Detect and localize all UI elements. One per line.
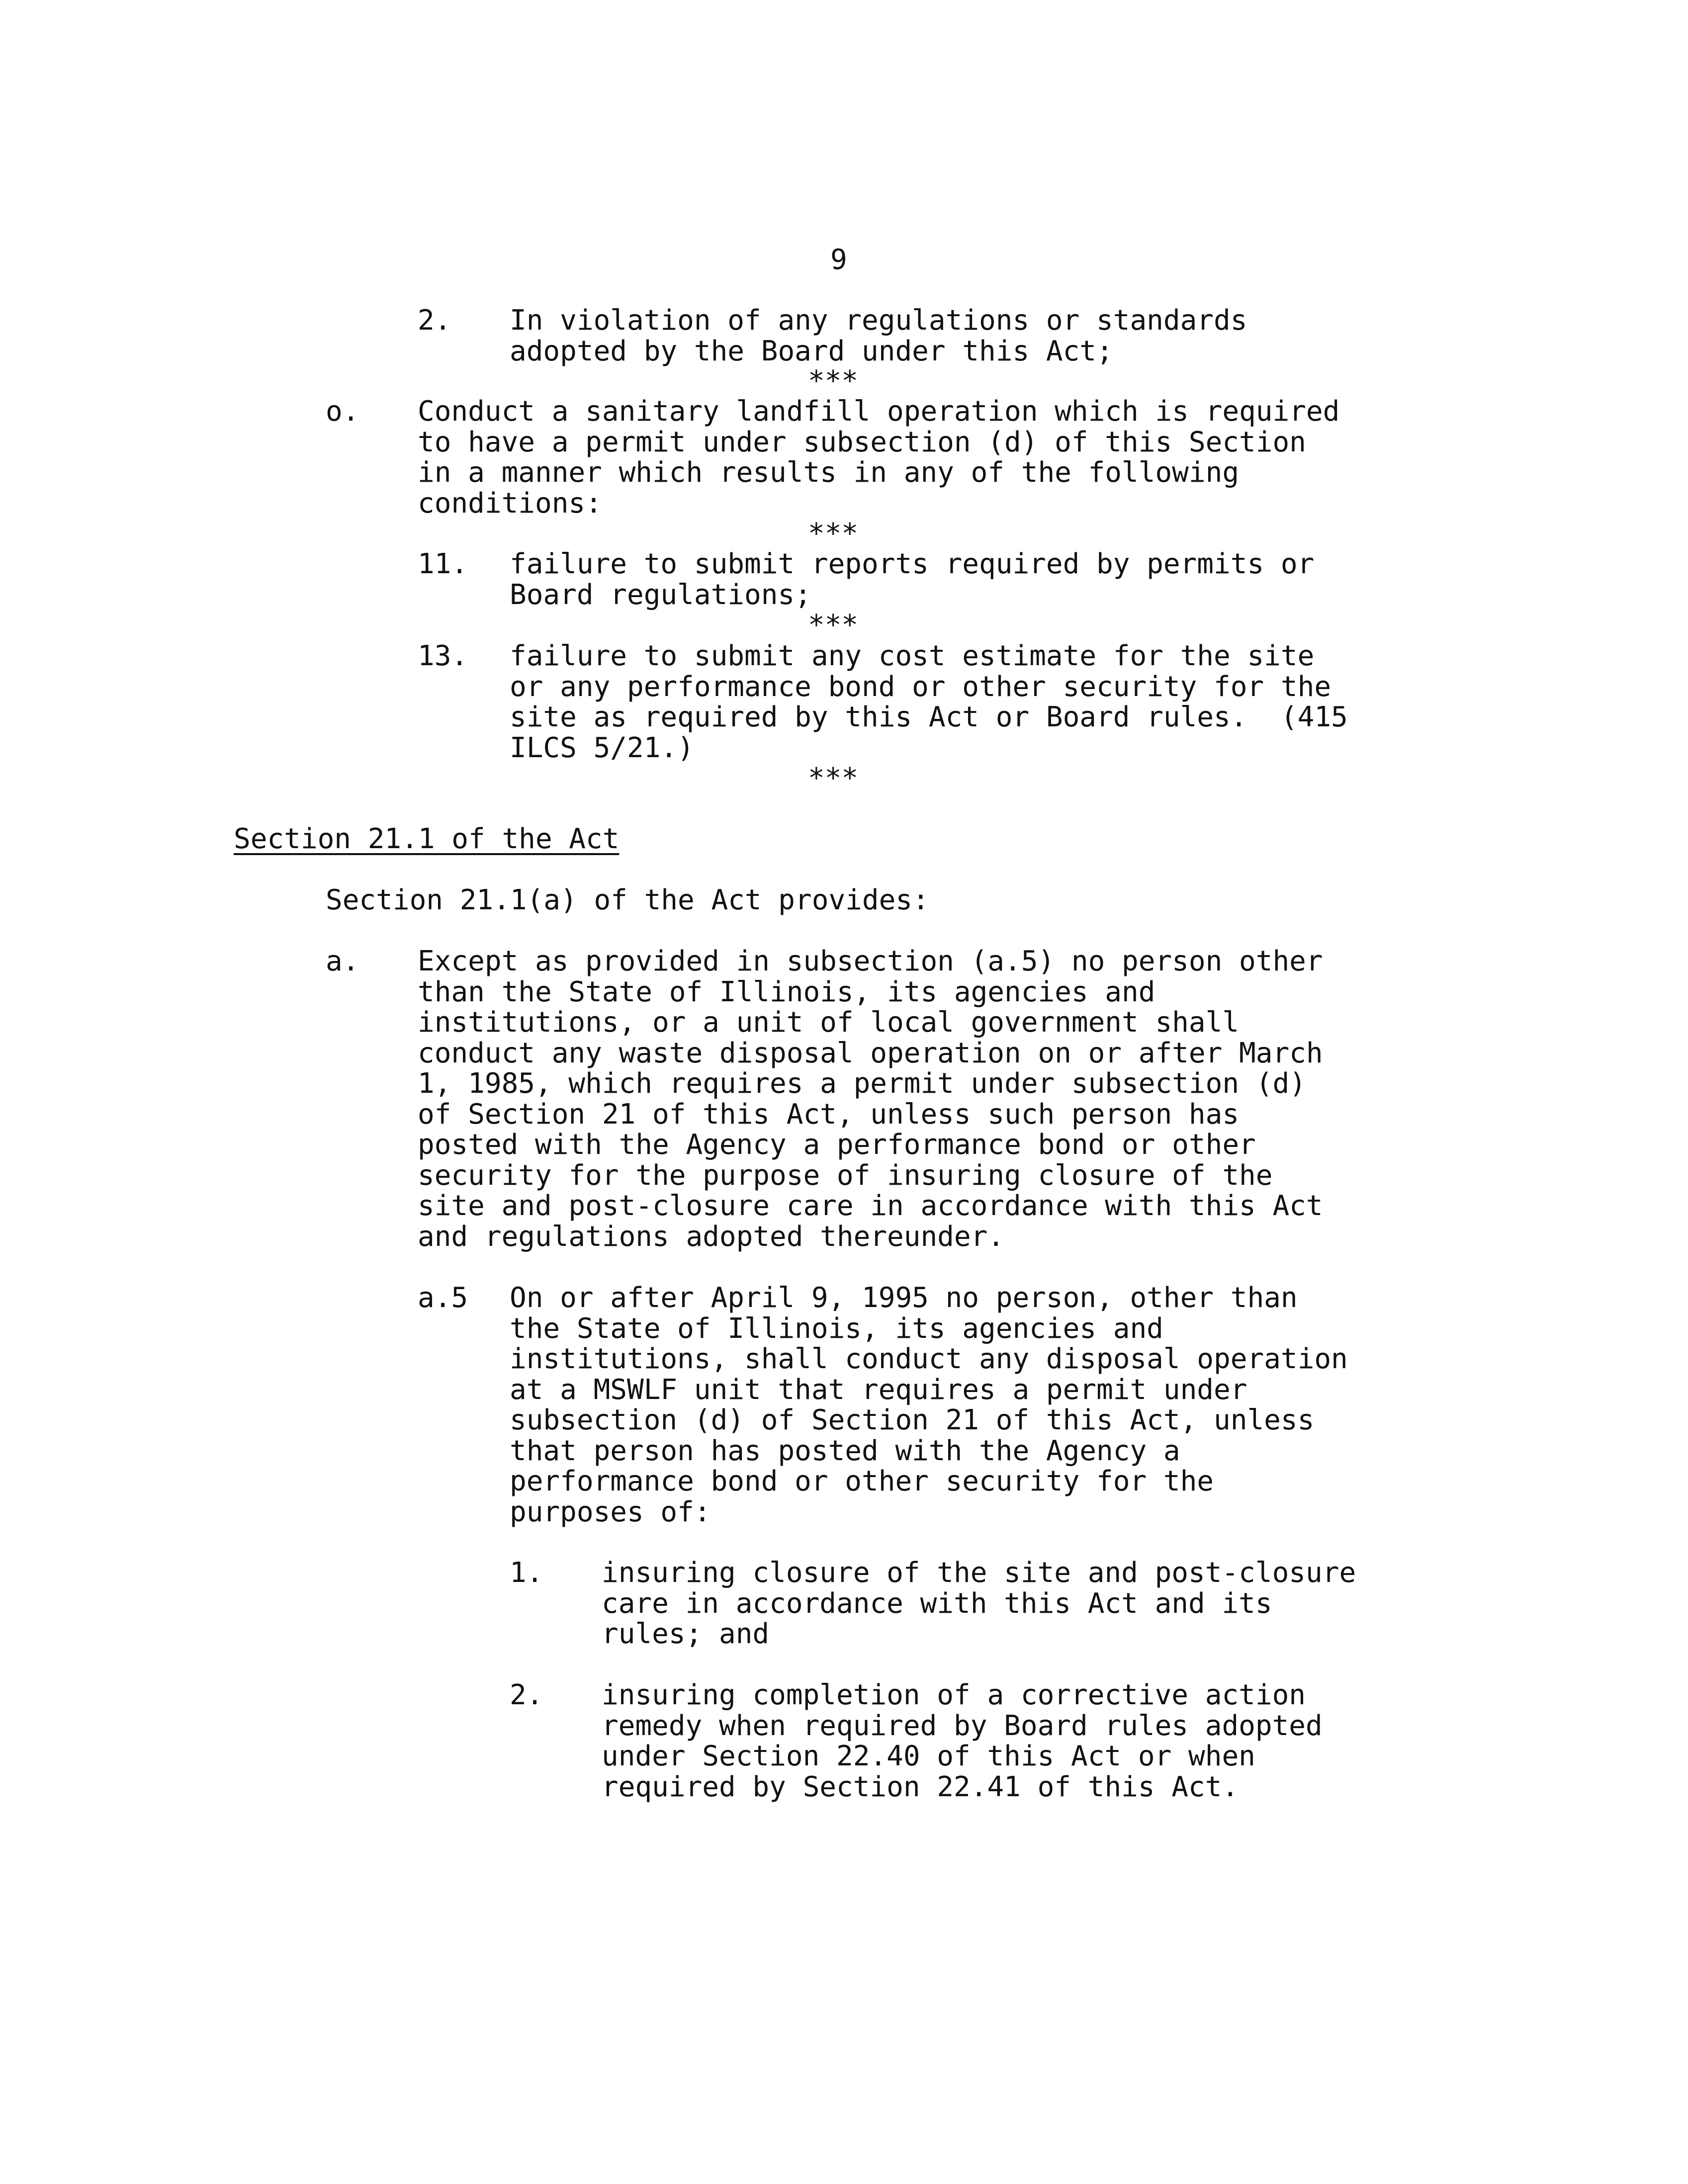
text-line: security for the purpose of insuring closure of the xyxy=(418,1159,1273,1192)
text-line: Except as provided in subsection (a.5) no person other xyxy=(418,945,1323,977)
text-line: care in accordance with this Act and its xyxy=(602,1587,1272,1620)
text-line: of Section 21 of this Act, unless such person has xyxy=(418,1098,1240,1131)
text-line: institutions, or a unit of local government shall xyxy=(418,1006,1240,1039)
section-heading: Section 21.1 of the Act xyxy=(234,823,620,855)
text-line: site and post-closure care in accordance with this Act xyxy=(418,1190,1323,1222)
item-2-label: 2. xyxy=(418,304,451,337)
text-line: failure to submit reports required by permits or xyxy=(510,548,1315,580)
item-a5-text xyxy=(510,1283,1348,1527)
text-line: rules; and xyxy=(602,1618,770,1650)
text-line: ILCS 5/21.) xyxy=(510,731,694,764)
text-line: In violation of any regulations or standards xyxy=(510,304,1247,337)
item-a5-label: a.5 xyxy=(418,1282,468,1314)
text-line: than the State of Illinois, its agencies and xyxy=(418,975,1155,1008)
text-line: conditions: xyxy=(418,487,602,520)
item-11-text xyxy=(510,549,1314,610)
item-a-label: a. xyxy=(326,945,359,977)
text-line: conduct any waste disposal operation on or after March xyxy=(418,1037,1323,1069)
text-line: or any performance bond or other security for the xyxy=(510,670,1332,703)
text-line: insuring completion of a corrective action xyxy=(602,1679,1306,1711)
item-13-text xyxy=(510,641,1348,763)
text-line: institutions, shall conduct any disposal operation xyxy=(510,1343,1348,1375)
text-line: insuring closure of the site and post-closure xyxy=(602,1557,1356,1589)
item-a-text xyxy=(418,946,1323,1252)
text-line: Conduct a sanitary landfill operation which is required xyxy=(418,395,1340,428)
text-line: purposes of: xyxy=(510,1495,711,1528)
item-o-text xyxy=(418,396,1339,519)
item-11-label: 11. xyxy=(418,548,468,580)
text-line: and regulations adopted thereunder. xyxy=(418,1220,1005,1253)
item-a5-2-text xyxy=(602,1680,1323,1802)
text-line: 1, 1985, which requires a permit under subsection (d) xyxy=(418,1067,1306,1100)
omission-stars: *** xyxy=(808,518,859,550)
item-a5-2-label: 2. xyxy=(510,1679,543,1711)
text-line: at a MSWLF unit that requires a permit under xyxy=(510,1373,1247,1406)
omission-stars: *** xyxy=(808,609,859,641)
item-a5-1-text xyxy=(602,1558,1356,1650)
text-line: subsection (d) of Section 21 of this Act, unless xyxy=(510,1404,1315,1436)
text-line: Board regulations; xyxy=(510,578,811,611)
text-line: site as required by this Act or Board rules. (415 xyxy=(510,701,1348,733)
text-line: to have a permit under subsection (d) of this Section xyxy=(418,426,1306,458)
text-line: On or after April 9, 1995 no person, other than xyxy=(510,1282,1298,1314)
omission-stars: *** xyxy=(808,762,859,794)
text-line: remedy when required by Board rules adopted xyxy=(602,1709,1323,1742)
intro-paragraph: Section 21.1(a) of the Act provides: xyxy=(326,884,929,916)
omission-stars: *** xyxy=(808,365,859,397)
item-a5-1-label: 1. xyxy=(510,1557,543,1589)
item-o-label: o. xyxy=(326,395,359,428)
text-line: the State of Illinois, its agencies and xyxy=(510,1312,1163,1345)
text-line: performance bond or other security for the xyxy=(510,1465,1214,1497)
item-2-text xyxy=(510,305,1247,366)
page-number: 9 xyxy=(830,244,847,276)
text-line: adopted by the Board under this Act; xyxy=(510,335,1113,367)
text-line: required by Section 22.41 of this Act. xyxy=(602,1770,1239,1803)
item-13-label: 13. xyxy=(418,640,468,672)
text-line: that person has posted with the Agency a xyxy=(510,1434,1180,1467)
text-line: posted with the Agency a performance bond or other xyxy=(418,1129,1256,1161)
text-line: under Section 22.40 of this Act or when xyxy=(602,1740,1255,1772)
text-line: failure to submit any cost estimate for the site xyxy=(510,640,1315,672)
text-line: in a manner which results in any of the following xyxy=(418,456,1240,489)
